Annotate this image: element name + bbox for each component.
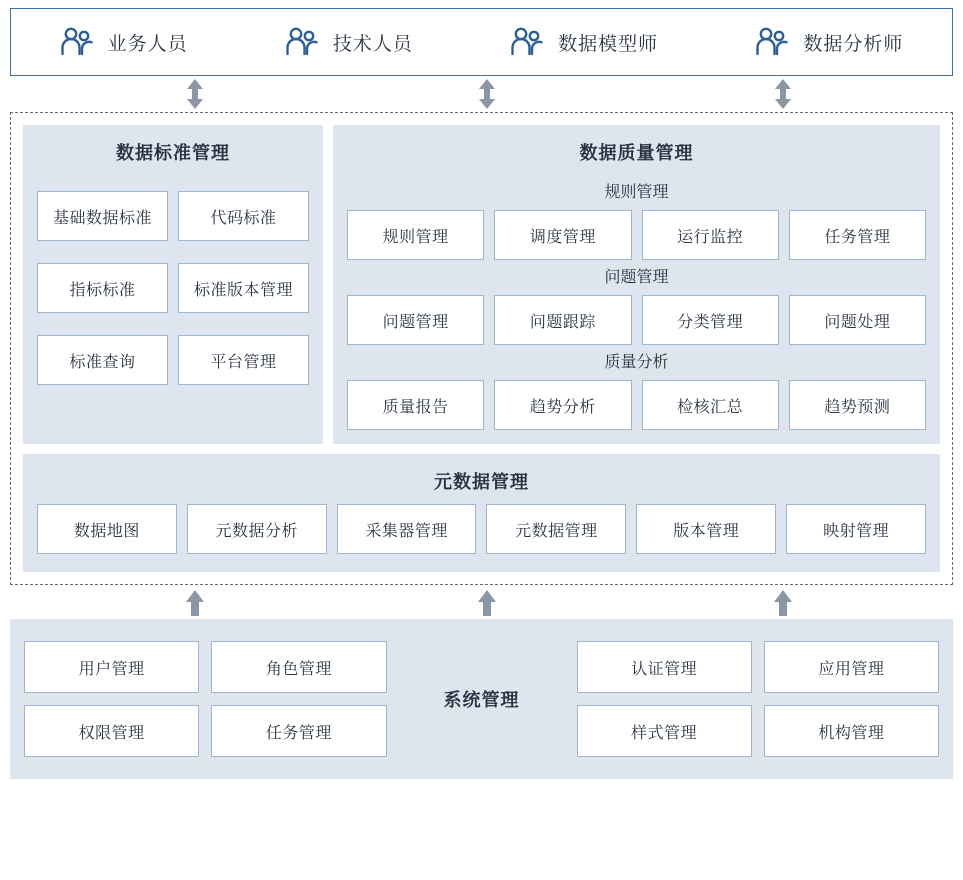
- quality-group-grid-0: [347, 210, 926, 260]
- governance-top-row: [23, 125, 940, 444]
- standards-cell[interactable]: 标准查询: [37, 335, 168, 385]
- quality-cell[interactable]: 检核汇总: [642, 380, 779, 430]
- quality-cell[interactable]: 任务管理: [789, 210, 926, 260]
- role-label: 业务人员: [107, 33, 188, 55]
- role-label: 数据模型师: [558, 33, 659, 55]
- system-cell[interactable]: 权限管理: [24, 705, 199, 757]
- users-icon: [60, 27, 94, 57]
- quality-cell[interactable]: 趋势分析: [494, 380, 631, 430]
- quality-cell[interactable]: 分类管理: [642, 295, 779, 345]
- system-cell[interactable]: 用户管理: [24, 641, 199, 693]
- quality-group-grid-2: [347, 380, 926, 430]
- quality-cell[interactable]: 运行监控: [642, 210, 779, 260]
- role-item-1[interactable]: [275, 27, 423, 57]
- connector-row-double: [10, 76, 953, 112]
- double-arrow-icon: [182, 78, 208, 115]
- up-arrow-icon: [474, 589, 500, 622]
- quality-group-grid-1: [347, 295, 926, 345]
- quality-cell[interactable]: 质量报告: [347, 380, 484, 430]
- system-cell[interactable]: 任务管理: [211, 705, 386, 757]
- up-arrow-icon: [770, 589, 796, 622]
- quality-cell[interactable]: 规则管理: [347, 210, 484, 260]
- quality-cell[interactable]: 问题跟踪: [494, 295, 631, 345]
- metadata-cell[interactable]: 采集器管理: [337, 504, 477, 554]
- role-label: 数据分析师: [803, 33, 904, 55]
- panel-data-standards: [23, 125, 323, 444]
- role-item-3[interactable]: [745, 27, 913, 57]
- standards-cell[interactable]: 基础数据标准: [37, 191, 168, 241]
- double-arrow-icon: [770, 78, 796, 115]
- standards-cell[interactable]: 标准版本管理: [178, 263, 309, 313]
- users-icon: [755, 27, 789, 57]
- metadata-cell[interactable]: 元数据管理: [486, 504, 626, 554]
- quality-cell[interactable]: 问题处理: [789, 295, 926, 345]
- role-label: 技术人员: [332, 33, 413, 55]
- system-right-grid: [577, 641, 940, 757]
- standards-cell[interactable]: 代码标准: [178, 191, 309, 241]
- quality-cell[interactable]: 问题管理: [347, 295, 484, 345]
- system-cell[interactable]: 应用管理: [764, 641, 939, 693]
- double-arrow-icon: [474, 78, 500, 115]
- metadata-cell[interactable]: 版本管理: [636, 504, 776, 554]
- up-arrow-icon: [182, 589, 208, 622]
- panel-title-system-management: 系统管理: [443, 690, 520, 710]
- quality-group-title-1: 问题管理: [604, 269, 669, 286]
- panel-metadata: [23, 454, 940, 572]
- system-cell[interactable]: 机构管理: [764, 705, 939, 757]
- metadata-cell[interactable]: 映射管理: [786, 504, 926, 554]
- users-icon: [510, 27, 544, 57]
- system-left-grid: [24, 641, 387, 757]
- quality-group-title-0: 规则管理: [604, 184, 669, 201]
- panel-title-data-quality: 数据质量管理: [579, 143, 694, 163]
- quality-cell[interactable]: 趋势预测: [789, 380, 926, 430]
- metadata-grid: [37, 504, 926, 554]
- roles-bar: [10, 8, 953, 76]
- system-cell[interactable]: 样式管理: [577, 705, 752, 757]
- panel-system-management: [10, 619, 953, 779]
- panel-title-metadata: 元数据管理: [434, 472, 529, 492]
- role-item-0[interactable]: [50, 27, 198, 57]
- panel-title-data-standards: 数据标准管理: [116, 143, 230, 163]
- role-item-2[interactable]: [500, 27, 668, 57]
- standards-cell[interactable]: 指标标准: [37, 263, 168, 313]
- metadata-cell[interactable]: 数据地图: [37, 504, 177, 554]
- quality-group-title-2: 质量分析: [604, 354, 669, 371]
- panel-data-quality: [333, 125, 940, 444]
- system-cell[interactable]: 角色管理: [211, 641, 386, 693]
- system-cell[interactable]: 认证管理: [577, 641, 752, 693]
- metadata-cell[interactable]: 元数据分析: [187, 504, 327, 554]
- data-standards-grid: [37, 191, 309, 385]
- users-icon: [285, 27, 319, 57]
- connector-row-up: [10, 585, 953, 619]
- standards-cell[interactable]: 平台管理: [178, 335, 309, 385]
- quality-cell[interactable]: 调度管理: [494, 210, 631, 260]
- governance-container: [10, 112, 953, 585]
